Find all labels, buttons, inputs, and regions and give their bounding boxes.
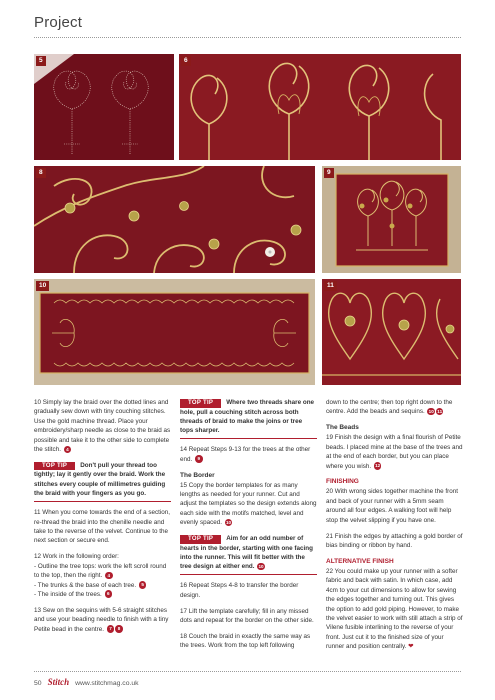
step-ref-badge: 7 <box>107 625 115 633</box>
footer-divider <box>34 671 461 672</box>
step-19: 19 Finish the design with a final flourish of Petite beads. I placed mine at the base of the trees and at the end of each border, but you can place where you wish. 12 <box>326 434 463 470</box>
header-divider <box>34 37 461 38</box>
photo-number: 5 <box>36 56 46 66</box>
step-ref-badge: 10 <box>428 408 434 414</box>
page-footer <box>34 677 139 687</box>
photo-step-8 <box>34 166 315 273</box>
photo-number: 10 <box>36 281 49 291</box>
text-column-2 <box>180 398 317 657</box>
photo-step-9 <box>322 166 461 273</box>
sequin-closeup-image <box>34 166 315 273</box>
top-tip-label: TOP TIP <box>34 462 75 471</box>
top-tip-box: TOP TIP Don't pull your thread too tightly; lay it gently over the braid. Work the stitches every couple of millimetres guiding the braid with your fingers as you go. <box>34 461 171 502</box>
heart-border-image <box>322 279 461 385</box>
step-18: 18 Couch the braid in exactly the same way as the trees. Work from the top left following <box>180 632 311 650</box>
step-ref-badge: 8 <box>115 625 123 633</box>
step-ref-badge: 4 <box>105 572 113 580</box>
step-ref-badge: 9 <box>195 455 203 463</box>
step-21: 21 Finish the edges by attaching a gold border of bias binding or ribbon by hand. <box>326 532 463 549</box>
photo-step-11 <box>322 279 461 385</box>
heart-icon: ❤ <box>408 643 414 651</box>
text-column-3 <box>326 398 463 658</box>
section-heading-beads: The Beads <box>326 424 359 432</box>
step-10: 10 Simply lay the braid over the dotted lines and gradually sew down with tiny couching stitches. Use the gold machine thread. Place your embroidery/sharp needle as close to the braid as possible and take it to the other side to complete the stitch. 4 <box>34 399 171 454</box>
step-ref-badge: 5 <box>139 581 147 589</box>
step-ref-badge: 4 <box>64 446 72 454</box>
step-ref-badge: 6 <box>105 590 113 598</box>
website-link[interactable]: www.stitchmag.co.uk <box>75 680 139 687</box>
photo-number: 8 <box>36 168 46 178</box>
runner-end-image <box>322 166 461 273</box>
full-runner-image <box>34 279 315 385</box>
section-title: Project <box>34 14 83 31</box>
photo-number: 9 <box>324 168 334 178</box>
step-20: 20 With wrong sides together machine the front and back of your runner with a 5mm seam around all four edges. A walking foot will help stop the velvet slipping if you have one. <box>326 488 458 524</box>
step-22: 22 You could make up your runner with a softer fabric and back with satin. In which case, add 4cm to your cut dimensions to allow for sewing the edges together and turning out. This gives the option to add gold piping. However, to make the velvet easier to work with still attach a strip of Vilene fusible interlining to the reverse of your front. Just cut it to the finished size of your runner and position centrally. ❤ <box>326 567 463 651</box>
photo-number: 6 <box>181 56 191 66</box>
couched-trees-image <box>179 54 461 160</box>
velvet-tracing-image <box>34 54 174 160</box>
photo-number: 11 <box>324 281 337 291</box>
section-heading-border: The Border <box>180 471 215 479</box>
step-ref-badge: 10 <box>225 519 232 525</box>
step-12-item: - The trunks & the base of each tree. 5 <box>34 581 171 590</box>
section-heading-alternative: ALTERNATIVE FINISH <box>326 557 394 565</box>
step-14: 14 Repeat Steps 9-13 for the trees at the other end. 9 <box>180 446 311 463</box>
page-number: 50 <box>34 680 42 687</box>
step-13: 13 Sew on the sequins with 5-6 straight stitches and use your beading needle to finish with a tiny Petite bead in the centre. 7 8 <box>34 606 169 633</box>
step-ref-badge: 12 <box>375 463 381 469</box>
step-ref-badge: 10 <box>258 563 264 569</box>
step-12-item: - Outline the tree tops: work the left scroll round to the top, then the right. 4 <box>34 562 167 580</box>
photo-step-6 <box>179 54 461 160</box>
step-12-item: - The inside of the trees. 6 <box>34 590 171 599</box>
top-tip-box: TOP TIP Where two threads share one hole, pull a couching stitch across both threads of braid to make the joins or tree tops sharper. <box>180 398 317 439</box>
photo-step-10 <box>34 279 315 385</box>
step-11: 11 When you come towards the end of a section, re-thread the braid into the chenille needle and take to the reverse of the velvet. Continue to the next section or secure end. <box>34 509 171 545</box>
step-15: 15 Copy the border templates for as many lengths as needed for your runner. Cut and adjust the templates so the design extends along each side with the motifs matched, level and evenly spaced. 10 <box>180 481 317 527</box>
top-tip-box: TOP TIP Aim for an odd number of hearts in the border, starting with one facing into the runner. This will fit better with the tree design at either end. 10 <box>180 534 317 575</box>
step-17: 17 Lift the template carefully; fill in any missed dots and repeat for the border on the other side. <box>180 607 314 624</box>
step-18-continued: down to the centre; then top right down to the centre. Add the beads and sequins. 10 11 <box>326 399 453 416</box>
step-12-intro: 12 Work in the following order: <box>34 553 119 561</box>
magazine-logo: Stitch <box>47 677 70 687</box>
top-tip-label: TOP TIP <box>180 535 221 544</box>
text-column-1 <box>34 398 171 641</box>
photo-step-5 <box>34 54 174 160</box>
section-heading-finishing: FINISHING <box>326 478 359 486</box>
tip-divider <box>180 438 317 439</box>
top-tip-label: TOP TIP <box>180 399 221 408</box>
step-ref-badge: 11 <box>437 408 443 414</box>
step-16: 16 Repeat Steps 4-8 to transfer the border design. <box>180 582 299 599</box>
tip-divider <box>180 574 317 575</box>
tip-divider <box>34 501 171 502</box>
